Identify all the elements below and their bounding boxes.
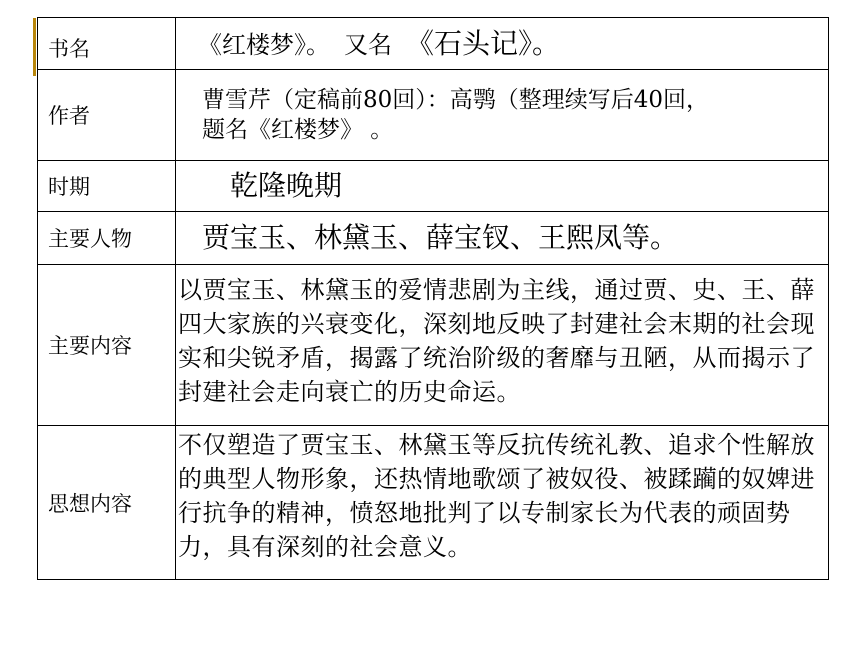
title-alias-label: 又名 bbox=[344, 30, 392, 59]
characters-value: 贾宝玉、林黛玉、薛宝钗、王熙凤等。 bbox=[176, 212, 829, 265]
thought-label: 思想内容 bbox=[38, 426, 176, 580]
period-value: 乾隆晚期 bbox=[176, 161, 829, 212]
book-info-table bbox=[37, 17, 829, 580]
accent-bar bbox=[33, 18, 36, 76]
thought-value: 不仅塑造了贾宝玉、林黛玉等反抗传统礼教、追求个性解放的典型人物形象，还热情地歌颂了被奴役、被蹂躏的奴婢进行抗争的精神，愤怒地批判了以专制家长为代表的顽固势力，具有深刻的社会意义。 bbox=[176, 426, 829, 580]
table-row-title bbox=[38, 18, 829, 70]
author-line-2: 题名《红楼梦》 。 bbox=[202, 117, 394, 143]
table-row-period bbox=[38, 161, 829, 212]
title-label: 书名 bbox=[38, 18, 176, 70]
characters-label: 主要人物 bbox=[38, 212, 176, 265]
table-row-characters bbox=[38, 212, 829, 265]
author-label: 作者 bbox=[38, 70, 176, 161]
title-main: 《红楼梦》。 bbox=[198, 30, 330, 59]
table-row-content bbox=[38, 265, 829, 426]
content-label: 主要内容 bbox=[38, 265, 176, 426]
author-value bbox=[176, 70, 829, 161]
table-row-thought bbox=[38, 426, 829, 580]
content-value: 以贾宝玉、林黛玉的爱情悲剧为主线，通过贾、史、王、薛四大家族的兴衰变化，深刻地反映了封建社会末期的社会现实和尖锐矛盾，揭露了统治阶级的奢靡与丑陋，从而揭示了封建社会走向衰亡的历史命运。 bbox=[176, 265, 829, 426]
title-alias: 《石头记》。 bbox=[406, 26, 561, 60]
author-line-1: 曹雪芹（定稿前80回）：高鹗（整理续写后40回， bbox=[202, 86, 710, 113]
title-value bbox=[176, 18, 829, 70]
period-label: 时期 bbox=[38, 161, 176, 212]
table-row-author bbox=[38, 70, 829, 161]
